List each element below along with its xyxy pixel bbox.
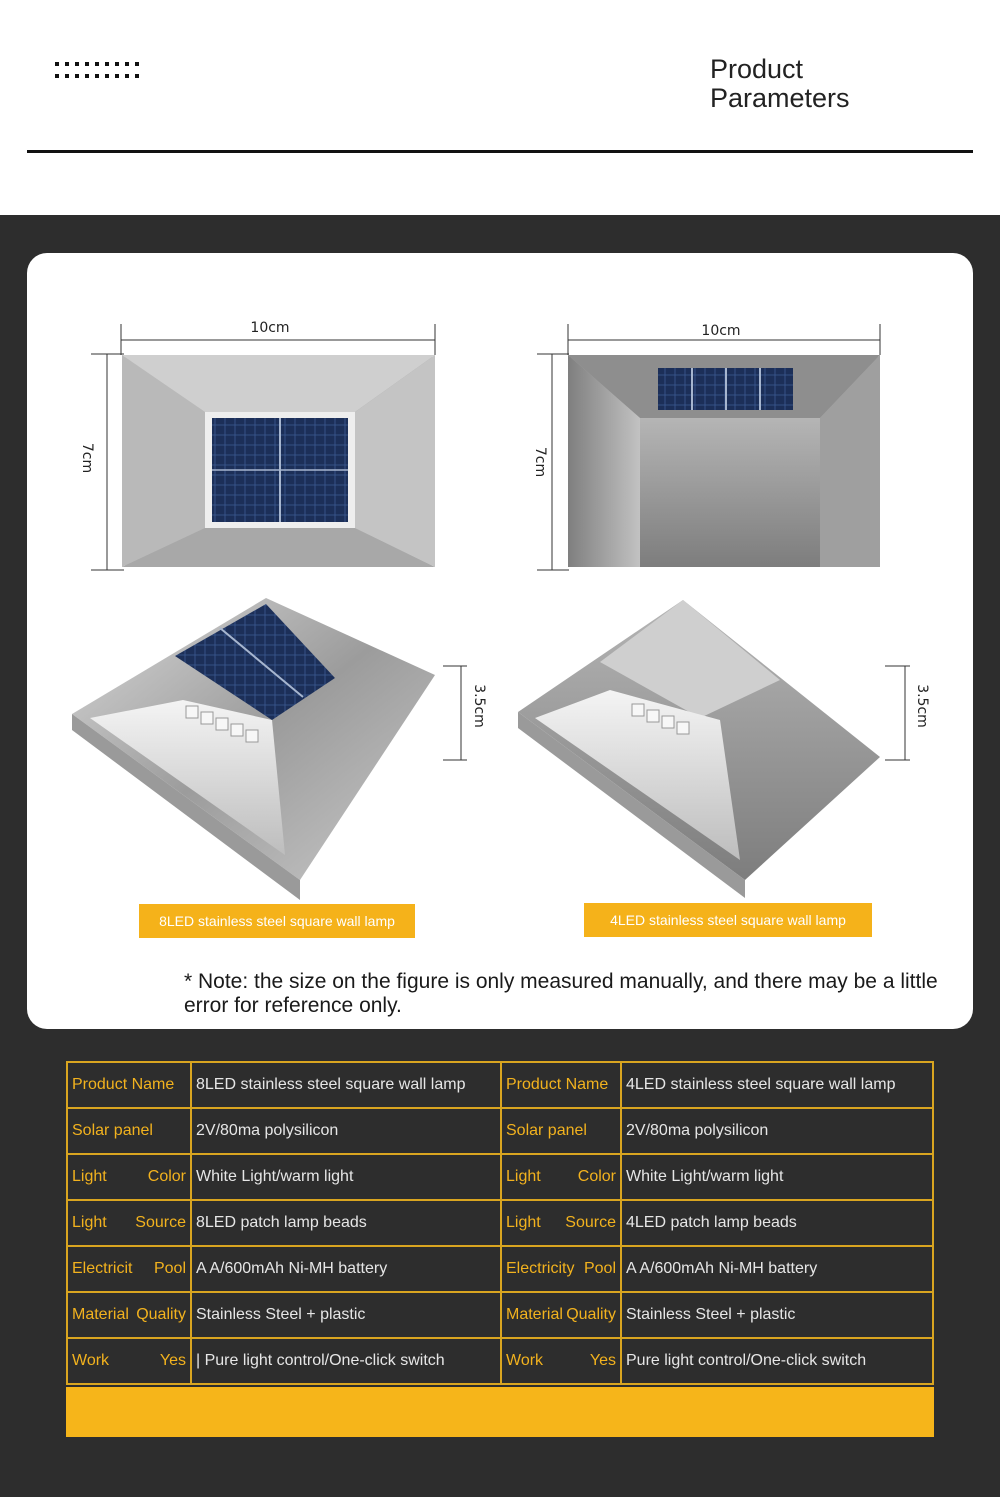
spec-value-8led: A A/600mAh Ni-MH battery: [191, 1246, 501, 1292]
spec-key-8led: [67, 1246, 191, 1292]
spec-row: [67, 1200, 933, 1246]
spec-key-part1: Electricity: [506, 1260, 575, 1277]
page-title: Product Parameters: [710, 54, 850, 113]
spec-key-part2: Yes: [589, 1352, 616, 1369]
footer-accent-bar: [66, 1387, 934, 1437]
spec-key-part1: Electricit: [72, 1260, 133, 1277]
spec-key-8led: [67, 1292, 191, 1338]
spec-key-part1: Light: [72, 1168, 107, 1185]
depth-label-right: 3.5cm: [914, 684, 930, 728]
spec-value-4led: 4LED stainless steel square wall lamp: [621, 1062, 933, 1108]
spec-value-4led: Pure light control/One-click switch: [621, 1338, 933, 1384]
spec-key-part2: Yes: [159, 1352, 186, 1369]
spec-value-8led: 8LED patch lamp beads: [191, 1200, 501, 1246]
depth-dimension-left: [443, 666, 467, 760]
lamp-8led-top-view: [122, 355, 435, 567]
spec-value-4led: White Light/warm light: [621, 1154, 933, 1200]
spec-value-4led: 2V/80ma polysilicon: [621, 1108, 933, 1154]
spec-value-8led: | Pure light control/One-click switch: [191, 1338, 501, 1384]
label-4led: 4LED stainless steel square wall lamp: [584, 903, 872, 937]
depth-label-left: 3.5cm: [471, 684, 487, 728]
spec-key-8led: Product Name: [67, 1062, 191, 1108]
spec-row: [67, 1338, 933, 1384]
spec-key-4led: [501, 1246, 621, 1292]
spec-key-8led: [67, 1154, 191, 1200]
depth-dimension-right: [885, 666, 910, 760]
spec-value-4led: A A/600mAh Ni-MH battery: [621, 1246, 933, 1292]
spec-row: [67, 1062, 933, 1108]
spec-key-part1: Light: [72, 1214, 107, 1231]
spec-key-part1: Material: [506, 1306, 563, 1323]
spec-key-part1: Material: [72, 1306, 129, 1323]
spec-value-8led: White Light/warm light: [191, 1154, 501, 1200]
spec-key-part2: Pool: [583, 1260, 616, 1277]
spec-key-part1: Light: [506, 1214, 541, 1231]
spec-key-4led: [501, 1154, 621, 1200]
spec-key-8led: [67, 1338, 191, 1384]
spec-value-4led: Stainless Steel + plastic: [621, 1292, 933, 1338]
spec-key-part2: Source: [565, 1214, 616, 1231]
spec-value-8led: 2V/80ma polysilicon: [191, 1108, 501, 1154]
spec-key-4led: [501, 1292, 621, 1338]
spec-key-part2: Color: [577, 1168, 616, 1185]
spec-key-part2: Source: [135, 1214, 186, 1231]
spec-key-4led: [501, 1200, 621, 1246]
spec-value-8led: Stainless Steel + plastic: [191, 1292, 501, 1338]
spec-key-8led: [67, 1200, 191, 1246]
lamp-4led-perspective: [518, 600, 880, 898]
label-8led: 8LED stainless steel square wall lamp: [139, 904, 415, 938]
spec-key-4led: Product Name: [501, 1062, 621, 1108]
spec-value-8led: 8LED stainless steel square wall lamp: [191, 1062, 501, 1108]
spec-key-part2: Quality: [566, 1306, 616, 1323]
size-note: * Note: the size on the figure is only measured manually, and there may be a little error for reference only.: [184, 970, 938, 1017]
height-label-left: 7cm: [79, 442, 95, 474]
spec-key-part1: Work: [72, 1352, 110, 1369]
spec-table: [66, 1061, 934, 1385]
spec-key-4led: Solar panel: [501, 1108, 621, 1154]
spec-value-4led: 4LED patch lamp beads: [621, 1200, 933, 1246]
spec-key-part2: Pool: [153, 1260, 186, 1277]
lamp-8led-perspective: [72, 598, 435, 900]
spec-row: [67, 1292, 933, 1338]
spec-key-part2: Quality: [136, 1306, 186, 1323]
spec-key-8led: Solar panel: [67, 1108, 191, 1154]
width-label-left: 10cm: [250, 320, 290, 336]
spec-row: [67, 1154, 933, 1200]
width-label-right: 10cm: [701, 323, 741, 339]
spec-key-part1: Light: [506, 1168, 541, 1185]
height-label-right: 7cm: [532, 446, 548, 478]
lamp-4led-top-view: [568, 355, 880, 567]
spec-row: [67, 1246, 933, 1292]
spec-key-part2: Color: [147, 1168, 186, 1185]
spec-key-part1: Work: [506, 1352, 544, 1369]
spec-row: [67, 1108, 933, 1154]
spec-key-4led: [501, 1338, 621, 1384]
